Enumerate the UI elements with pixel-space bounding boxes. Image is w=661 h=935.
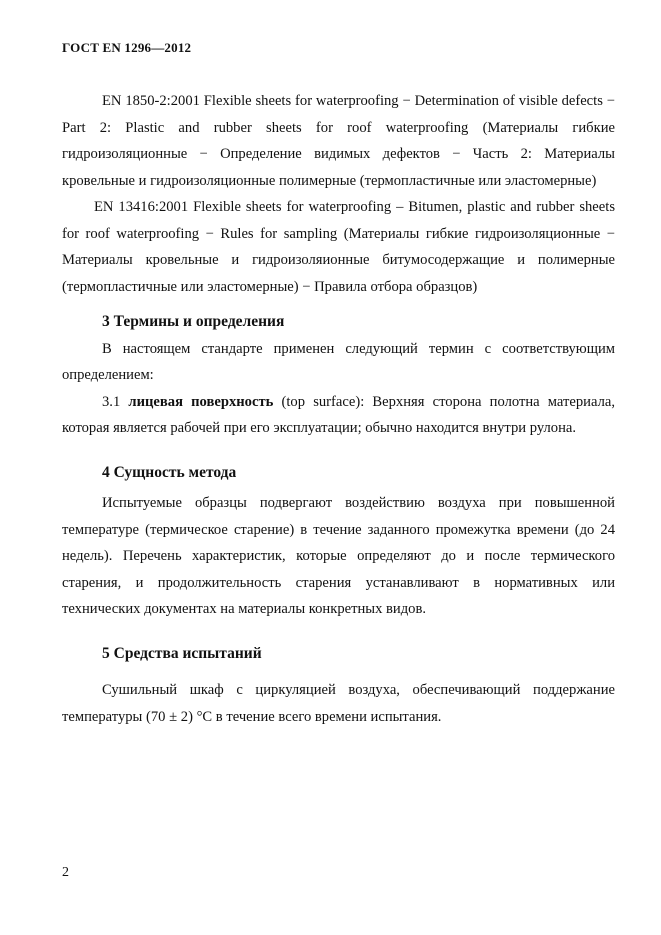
section-5-heading: 5 Средства испытаний [102,644,262,662]
term-name: лицевая поверхность [128,393,274,410]
reference-en-1850-2: EN 1850-2:2001 Flexible sheets for waterproofing − Determination of visible defects − Part 2: Plastic and rubber sheets for roof waterproofing (Материалы гибкие гидроизоляционные − Определение видимых дефектов − Часть 2: Материалы кровельные и гидроизоляционные полимерные (термопластичные или эластомерные) [62,93,615,189]
reference-en-13416: EN 13416:2001 Flexible sheets for waterproofing – Bitumen, plastic and rubber sheets for roof waterproofing − Rules for sampling (Материалы гибкие гидроизоляционные − Материалы кровельные и гидроизоляионные битумосодержащие и полимерные (термопластичные или эластомерные) − Правила отбора образцов) [62,199,615,295]
section-5-text: Сушильный шкаф с циркуляцией воздуха, обеспечивающий поддержание температуры (70 ± 2) °С в течение всего времени испытания. [62,682,615,725]
section-4-heading: 4 Сущность метода [102,463,237,481]
page-number: 2 [62,865,69,880]
term-definition [62,389,615,442]
section-3-heading: 3 Термины и определения [102,313,285,330]
term-number: 3.1 [102,393,129,410]
term-text: (top surface): Верхняя сторона полотна материала, которая является рабочей при его эксплуатации; обычно находится внутри рулона. [62,393,616,436]
section-3-intro: В настоящем стандарте применен следующий термин с соответствующим определением: [62,340,615,383]
document-body [62,88,615,730]
document-header: ГОСТ EN 1296—2012 [62,40,192,55]
section-4-text: Испытуемые образцы подвергают воздействию воздуха при повышенной температуре (термическое старение) в течение заданного промежутка времени (до 24 недель). Перечень характеристик, которые определяют до и после термического старения, и продолжительность старения устанавливают в нормативных или технических документах на материалы конкретных видов. [62,495,615,617]
